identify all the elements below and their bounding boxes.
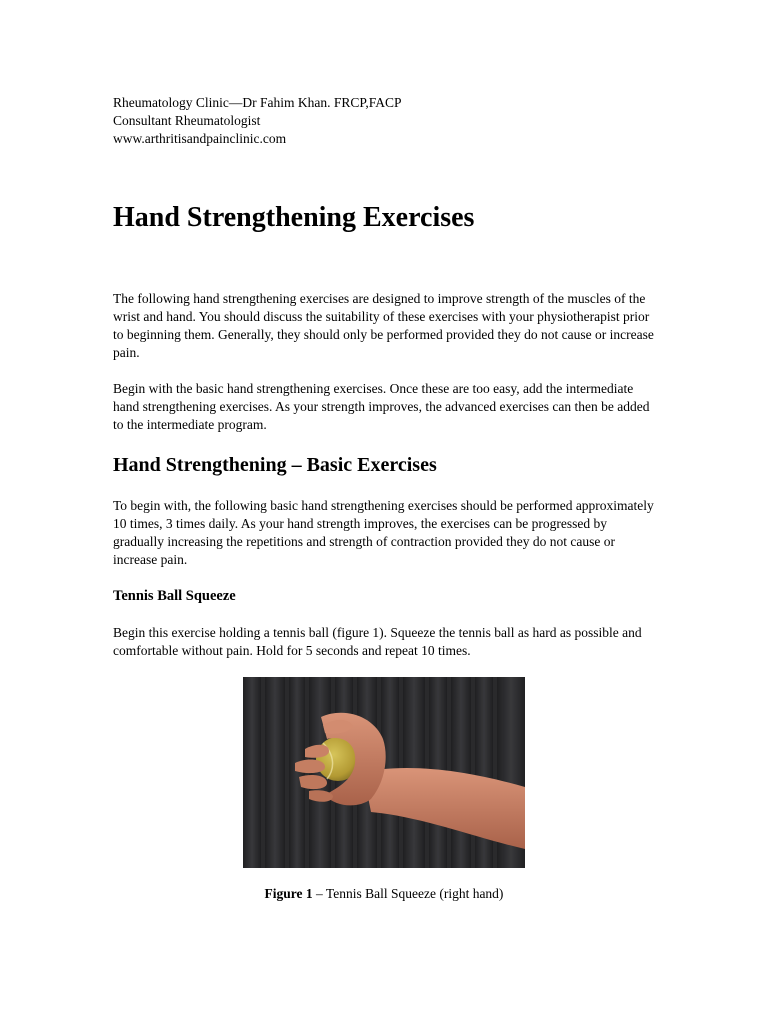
- exercise-paragraph-tennis-ball: Begin this exercise holding a tennis ball (figure 1). Squeeze the tennis ball as hard as possible and comfortable without pain. Hold for 5 seconds and repeat 10 times.: [113, 625, 642, 658]
- figure-1-caption: [0, 885, 768, 903]
- basic-paragraph: To begin with, the following basic hand strengthening exercises should be performed approximately 10 times, 3 times daily. As your hand strength improves, the exercises can be progressed by gradually increasing the repetitions and strength of contraction provided they do not cause or increase pain.: [113, 498, 654, 567]
- clinic-header: [113, 94, 402, 148]
- intro-paragraph-1: The following hand strengthening exercises are designed to improve strength of the muscles of the wrist and hand. You should discuss the suitability of these exercises with your physiotherapist prior to beginning them. Generally, they should only be performed provided they do not cause or increase pain.: [113, 291, 654, 360]
- clinic-website: www.arthritisandpainclinic.com: [113, 131, 287, 146]
- exercise-heading-tennis-ball: Tennis Ball Squeeze: [113, 588, 236, 604]
- page-title: Hand Strengthening Exercises: [113, 202, 475, 233]
- figure-1-label: Figure 1: [264, 886, 313, 901]
- clinic-name: Rheumatology Clinic—Dr Fahim Khan. FRCP,FACP: [113, 95, 402, 110]
- section-heading-basic: Hand Strengthening – Basic Exercises: [113, 454, 437, 476]
- figure-1-caption-text: – Tennis Ball Squeeze (right hand): [312, 886, 504, 901]
- intro-paragraph-2: Begin with the basic hand strengthening exercises. Once these are too easy, add the intermediate hand strengthening exercises. As your strength improves, the advanced exercises can then be added to the intermediate program.: [113, 381, 650, 432]
- figure-1-photo: [243, 677, 525, 868]
- consultant-title: Consultant Rheumatologist: [113, 113, 261, 128]
